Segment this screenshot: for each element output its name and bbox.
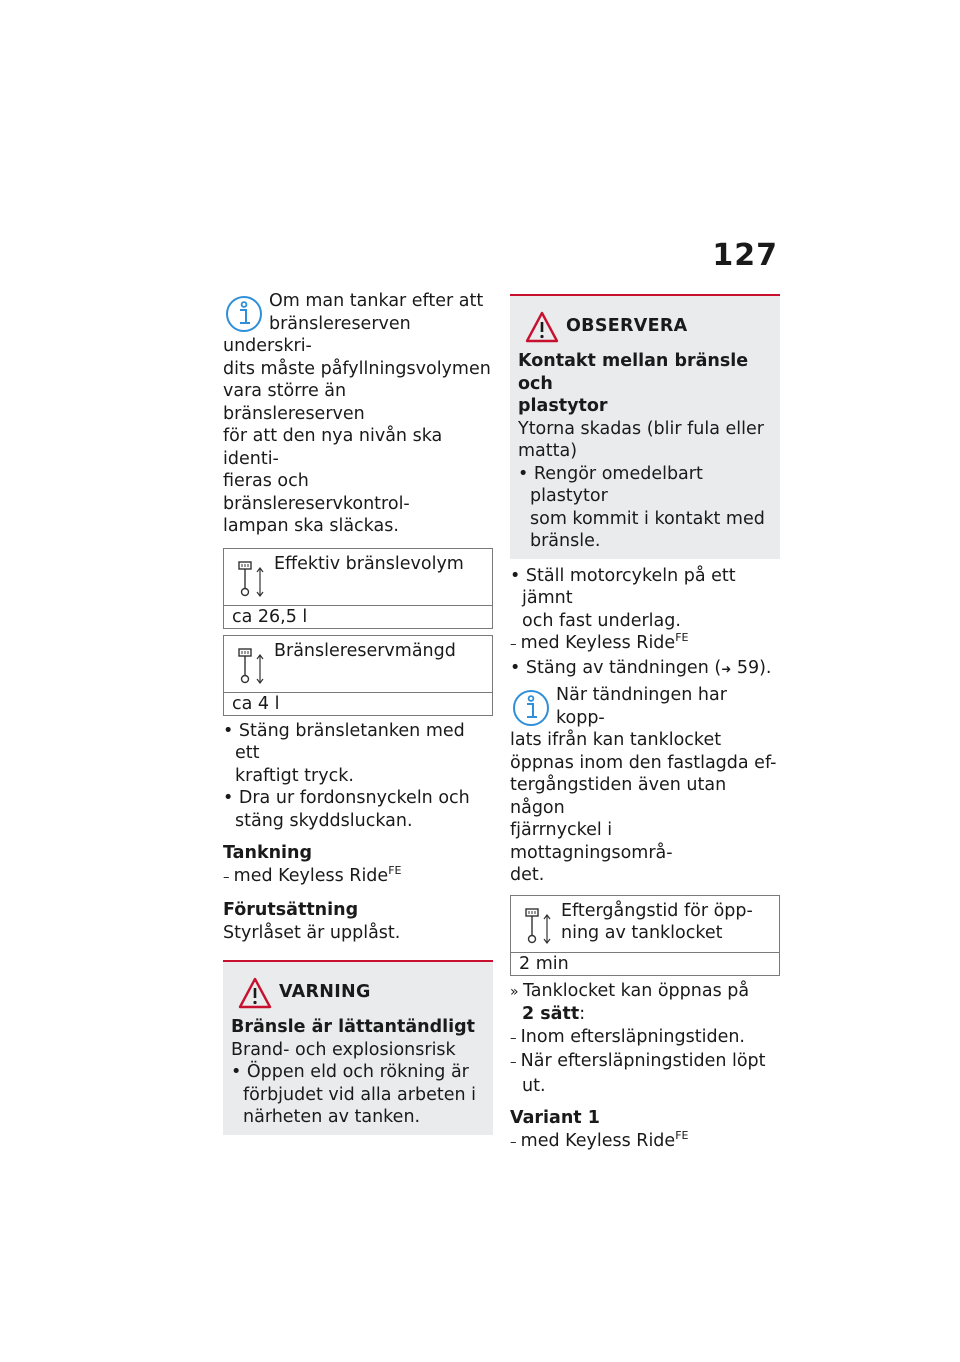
info-line: lampan ska släckas. xyxy=(223,516,399,536)
dash-item: – Inom eftersläpningstiden. xyxy=(510,1026,780,1051)
bullet-item: • Stäng av tändningen (➜ 59). xyxy=(510,657,780,681)
info-note xyxy=(223,290,493,538)
warning-box xyxy=(223,960,493,1135)
section-heading-forutsattning: Förutsättning xyxy=(223,900,359,920)
warning-bullet: • Öppen eld och rökning är förbjudet vid alla arbeten i närheten av tanken. xyxy=(231,1061,485,1129)
dash-item: – med Keyless Ride$^{FE}$ xyxy=(510,1130,780,1155)
fuel-level-icon xyxy=(236,646,266,686)
dash-item: – med Keyless Ride$^{FE}$ xyxy=(510,632,780,657)
warning-triangle-icon xyxy=(524,310,560,344)
spec-value: 2 min xyxy=(519,953,569,974)
spec-afterrun-time xyxy=(510,895,780,976)
page-reference-arrow-icon: ➜ xyxy=(721,661,732,676)
info-icon xyxy=(223,292,265,334)
page-reference-link[interactable]: 59 xyxy=(736,657,760,678)
notice-text: Ytorna skadas (blir fula eller matta) xyxy=(518,418,764,461)
spec-label: Effektiv bränslevolym xyxy=(274,553,464,574)
info-line: för att den nya nivån ska identi- xyxy=(223,426,443,469)
fuel-level-icon xyxy=(523,906,553,946)
spec-fuel-volume xyxy=(223,548,493,629)
forutsattning-text: Styrlåset är upplåst. xyxy=(223,922,401,943)
info-line: det. xyxy=(510,865,545,885)
left-column xyxy=(223,290,493,1135)
section-heading-tankning: Tankning xyxy=(223,843,313,863)
page-number: 127 xyxy=(712,238,778,273)
info-line: fieras och bränslereservkontrol- xyxy=(223,471,410,514)
notice-box xyxy=(510,294,780,559)
info-note xyxy=(510,684,780,887)
dash-item: – med Keyless Ride$^{FE}$ xyxy=(223,865,493,890)
info-line: lats ifrån kan tanklocket xyxy=(510,730,722,750)
info-icon xyxy=(510,686,552,728)
spec-fuel-reserve xyxy=(223,635,493,716)
spec-value: ca 26,5 l xyxy=(232,606,308,627)
spec-value: ca 4 l xyxy=(232,693,280,714)
info-line: fjärrnyckel i mottagningsområ- xyxy=(510,820,673,863)
bullet-item: • Ställ motorcykeln på ett jämnt och fast underlag. xyxy=(510,565,780,633)
info-line: vara större än bränslereserven xyxy=(223,381,365,424)
fuel-level-icon xyxy=(236,559,266,599)
warning-title: VARNING xyxy=(279,982,371,1002)
info-line: dits måste påfyllningsvolymen xyxy=(223,358,491,379)
bullet-item: • Dra ur fordonsnyckeln och stäng skyddsluckan. xyxy=(223,787,493,832)
info-line: öppnas inom den fastlagda ef- xyxy=(510,752,777,773)
warning-subtitle: Bränsle är lättantändligt xyxy=(231,1017,476,1037)
info-line: När tändningen har kopp- xyxy=(556,685,727,728)
notice-title: OBSERVERA xyxy=(566,316,688,336)
spec-label: Eftergångstid för öpp- ning av tanklocket xyxy=(561,900,753,943)
notice-subtitle: Kontakt mellan bränsle och plastytor xyxy=(518,351,749,416)
section-heading-variant: Variant 1 xyxy=(510,1108,600,1128)
info-line: Om man tankar efter att xyxy=(269,291,484,311)
right-column xyxy=(510,294,780,1154)
result-item: » Tanklocket kan öppnas på 2 sätt: xyxy=(510,980,780,1026)
bullet-list xyxy=(223,720,493,833)
warning-triangle-icon xyxy=(237,976,273,1010)
dash-item: – När eftersläpningstiden löpt ut. xyxy=(510,1050,780,1097)
info-line: tergångstiden även utan någon xyxy=(510,775,727,818)
info-line: bränslereserven underskri- xyxy=(223,313,411,356)
spec-label: Bränslereservmängd xyxy=(274,640,456,661)
notice-bullet: • Rengör omedelbart plastytor som kommit i kontakt med bränsle. xyxy=(518,463,772,553)
bullet-item: • Stäng bränsletanken med ett kraftigt tryck. xyxy=(223,720,493,788)
warning-text: Brand- och explosionsrisk xyxy=(231,1039,456,1060)
